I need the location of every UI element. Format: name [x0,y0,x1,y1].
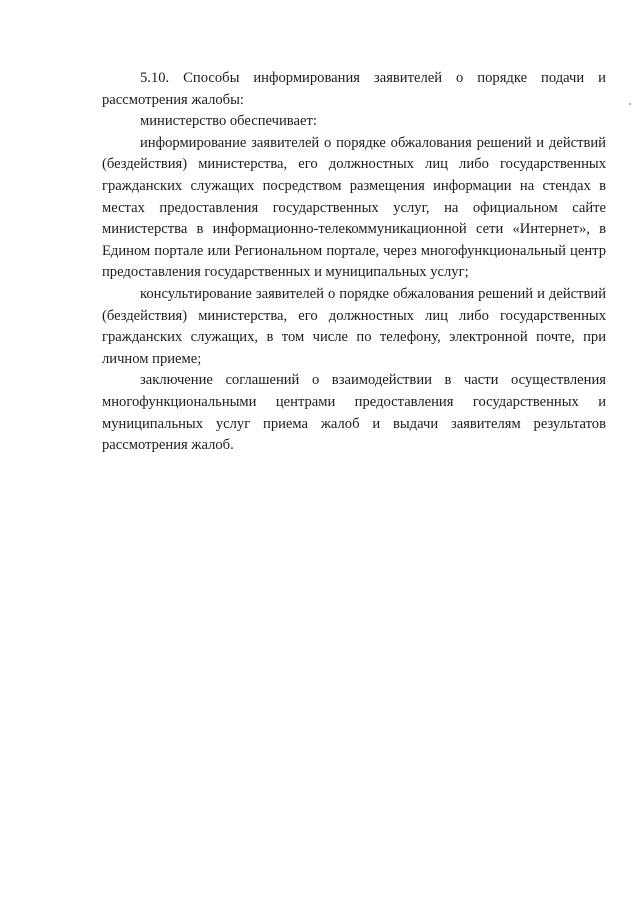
paragraph-ministry-provides: министерство обеспечивает: [140,113,317,130]
paragraph-section-heading: 5.10. Способы информирования заявителей о порядке подачи и рассмотрения жалобы: [102,70,606,108]
paragraph-consulting: консультирование заявителей о порядке обжалования решений и действий (бездействия) министерства, его должностных лиц либо государственных гражданских служащих, в том числе по телефону, электронной почте, при личном приеме; [102,285,606,367]
scan-dot-mark [629,103,631,105]
paragraph-informing: информирование заявителей о порядке обжалования решений и действий (бездействия) министерства, его должностных лиц либо государственных гражданских служащих посредством размещения информации на стендах в местах предоставления государственных услуг, на официальном сайте министерства в информационно-телекоммуникационной сети «Интернет», в Едином портале или Региональном портале, через многофункциональный центр предоставления государственных и муниципальных услуг; [102,134,606,281]
paragraph-agreements: заключение соглашений о взаимодействии в части осуществления многофункциональными центрами предоставления государственных и муниципальных услуг приема жалоб и выдачи заявителям результатов рассмотрения жалоб. [102,372,606,454]
document-body [102,68,606,457]
